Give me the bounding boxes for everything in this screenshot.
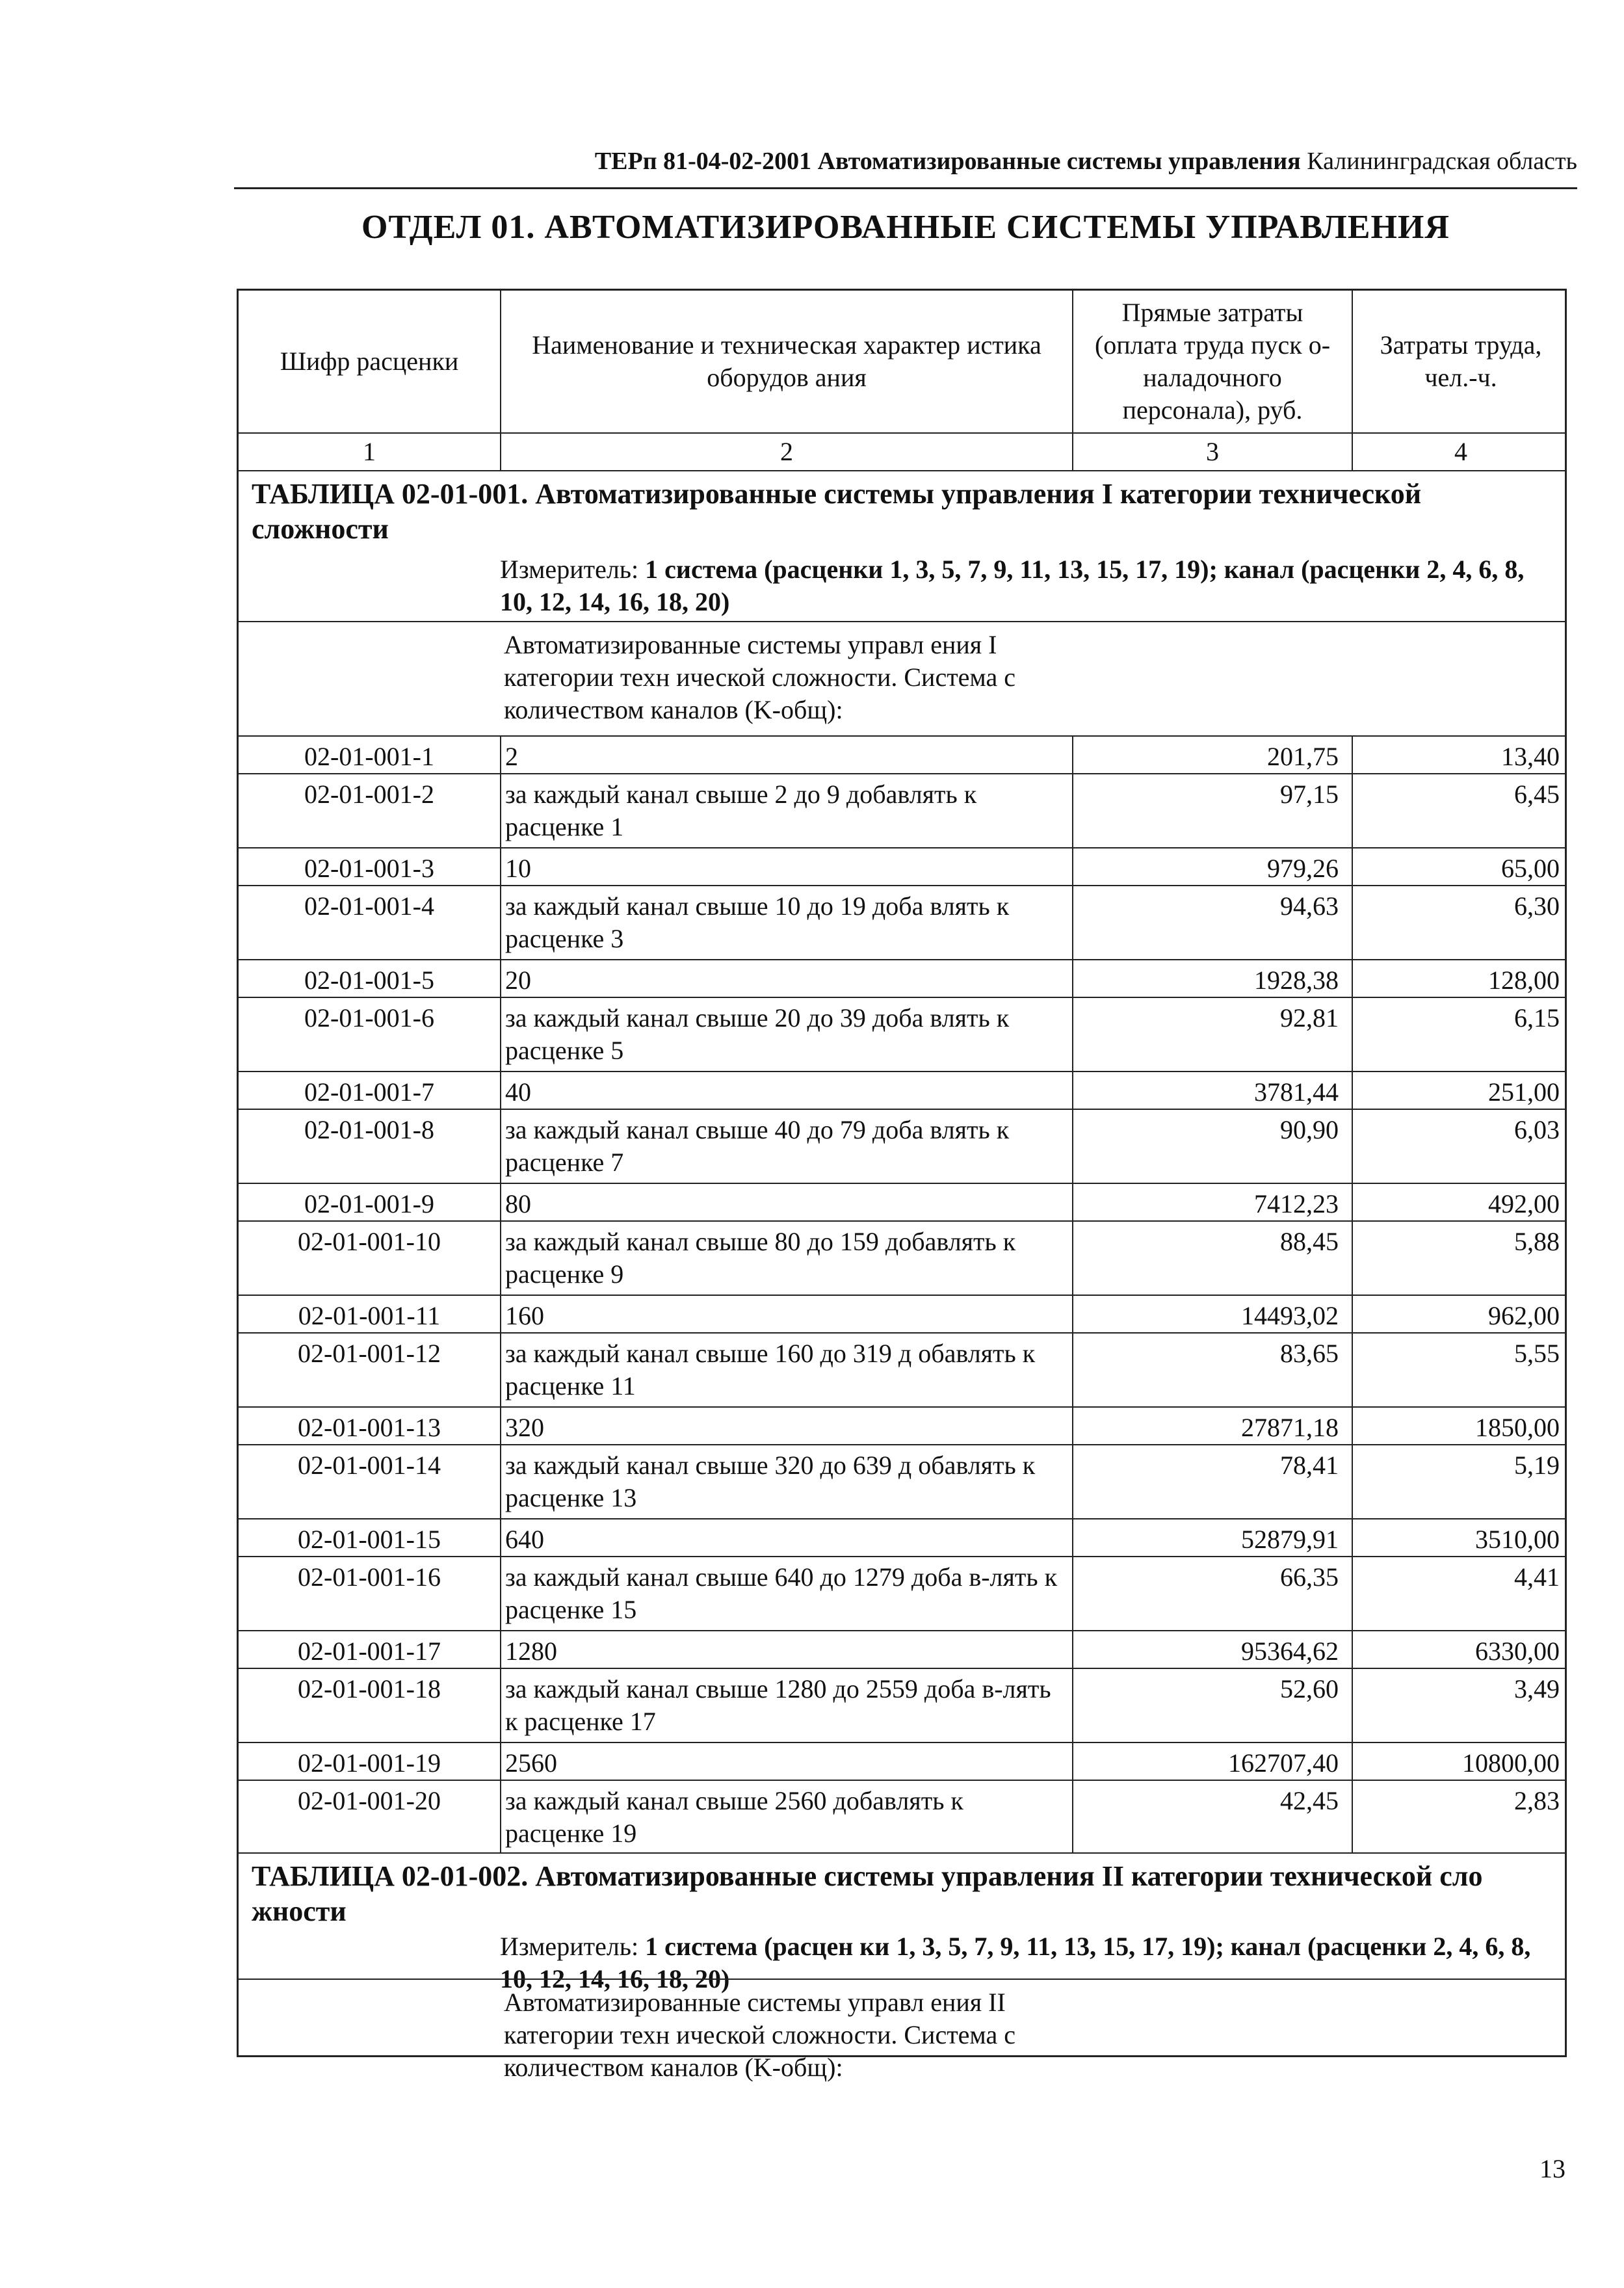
rate-code: 02-01-001-3 <box>304 854 434 883</box>
rate-price: 14493,02 <box>1072 1296 1352 1332</box>
rate-code: 02-01-001-7 <box>304 1077 434 1107</box>
col-header-name: Наименование и техническая характер истика оборудов ания <box>500 291 1072 432</box>
rate-name: 10 <box>500 848 1072 885</box>
region: Калининградская область <box>1307 148 1577 175</box>
rate-price: 7412,23 <box>1072 1184 1352 1220</box>
measure-label: Измеритель: <box>500 1932 639 1961</box>
rate-code: 02-01-001-19 <box>298 1748 441 1778</box>
column-number-row <box>239 432 1565 470</box>
measure-value: 1 система (расцен ки 1, 3, 5, 7, 9, 11, 13, 15, 17, 19); канал (расценки 2, 4, 6, 8, 10, 12, 14, 16, 18, 20) <box>500 1932 1531 1993</box>
rate-price: 78,41 <box>1072 1445 1352 1518</box>
rate-name: за каждый канал свыше 320 до 639 д обавлять к расценке 13 <box>500 1445 1072 1518</box>
rate-code: 02-01-001-15 <box>298 1525 441 1554</box>
rate-code: 02-01-001-17 <box>298 1637 441 1666</box>
measure-value: 1 система (расценки 1, 3, 5, 7, 9, 11, 13, 15, 17, 19); канал (расценки 2, 4, 6, 8, 10, 12, 14, 16, 18, 20) <box>500 555 1525 616</box>
table-row <box>239 1220 1565 1295</box>
table-row <box>239 997 1565 1071</box>
table-row <box>239 1518 1565 1556</box>
rate-labor: 492,00 <box>1352 1184 1569 1220</box>
rate-labor: 2,83 <box>1352 1781 1569 1854</box>
table2-intro-row <box>239 1979 1565 2082</box>
table-row <box>239 1668 1565 1742</box>
rate-code: 02-01-001-18 <box>298 1674 441 1703</box>
col-number: 1 <box>363 437 376 466</box>
rate-price: 92,81 <box>1072 998 1352 1071</box>
doc-title: Автоматизированные системы управления <box>817 148 1301 175</box>
rate-name: за каждый канал свыше 2 до 9 добавлять к расценке 1 <box>500 774 1072 847</box>
rate-code: 02-01-001-12 <box>298 1339 441 1368</box>
rate-code: 02-01-001-14 <box>298 1451 441 1480</box>
rate-name: 40 <box>500 1072 1072 1109</box>
rate-labor: 5,19 <box>1352 1445 1569 1518</box>
rate-labor: 65,00 <box>1352 848 1569 885</box>
table-row <box>239 1071 1565 1109</box>
rate-code: 02-01-001-13 <box>298 1413 441 1442</box>
table-row <box>239 1780 1565 1854</box>
rate-price: 52,60 <box>1072 1669 1352 1742</box>
rate-code: 02-01-001-1 <box>304 742 434 771</box>
rate-labor: 5,88 <box>1352 1222 1569 1295</box>
rate-labor: 6,45 <box>1352 774 1569 847</box>
rate-name: 20 <box>500 960 1072 997</box>
table-row <box>239 959 1565 997</box>
rate-code: 02-01-001-10 <box>298 1227 441 1256</box>
rate-labor: 13,40 <box>1352 737 1569 773</box>
table1-measure <box>500 553 1552 618</box>
col-number: 2 <box>500 434 1072 470</box>
rate-name: за каждый канал свыше 640 до 1279 доба в-лять к расценке 15 <box>500 1557 1072 1630</box>
rate-price: 94,63 <box>1072 886 1352 959</box>
table-row <box>239 1556 1565 1630</box>
rate-code: 02-01-001-20 <box>298 1786 441 1815</box>
rate-code: 02-01-001-16 <box>298 1562 441 1592</box>
rate-labor: 10800,00 <box>1352 1743 1569 1780</box>
rate-name: 320 <box>500 1408 1072 1444</box>
measure-label: Измеритель: <box>500 555 639 584</box>
table-row <box>239 847 1565 885</box>
table-row <box>239 1183 1565 1220</box>
col-number: 4 <box>1352 434 1569 470</box>
rate-price: 88,45 <box>1072 1222 1352 1295</box>
rate-code: 02-01-001-4 <box>304 891 434 921</box>
rate-labor: 962,00 <box>1352 1296 1569 1332</box>
page-number: 13 <box>1539 2154 1565 2183</box>
table2-intro: Автоматизированные системы управл ения II категории техн ической сложности. Система с количеством каналов (K-общ): <box>504 1988 1015 2082</box>
rate-labor: 128,00 <box>1352 960 1569 997</box>
col-header-code: Шифр расценки <box>280 347 459 376</box>
running-header <box>234 147 1577 189</box>
rate-name: за каждый канал свыше 2560 добавлять к расценке 19 <box>500 1781 1072 1854</box>
rate-price: 42,45 <box>1072 1781 1352 1854</box>
rate-name: 2 <box>500 737 1072 773</box>
rates-table <box>237 289 1567 2082</box>
rate-price: 979,26 <box>1072 848 1352 885</box>
rate-price: 27871,18 <box>1072 1408 1352 1444</box>
rate-price: 1928,38 <box>1072 960 1352 997</box>
rate-name: 160 <box>500 1296 1072 1332</box>
table-header-row <box>239 291 1565 432</box>
table1-intro: Автоматизированные системы управл ения I категории техн ической сложности. Система с количеством каналов (K-общ): <box>504 630 1015 724</box>
rate-name: 640 <box>500 1519 1072 1556</box>
table2-title: ТАБЛИЦА 02-01-002. Автоматизированные системы управления II категории технической сло жности <box>252 1860 1483 1927</box>
table-row <box>239 1406 1565 1444</box>
rate-code: 02-01-001-9 <box>304 1189 434 1218</box>
col-header-price: Прямые затраты (оплата труда пуск о-наладочного персонала), руб. <box>1072 291 1352 432</box>
table2-heading <box>239 1852 1565 1993</box>
table-row <box>239 1444 1565 1518</box>
rate-price: 3781,44 <box>1072 1072 1352 1109</box>
rate-code: 02-01-001-2 <box>304 780 434 809</box>
table1-heading <box>239 470 1565 621</box>
rate-price: 83,65 <box>1072 1334 1352 1406</box>
rate-labor: 4,41 <box>1352 1557 1569 1630</box>
table-row <box>239 773 1565 847</box>
table-row <box>239 1109 1565 1183</box>
rate-labor: 6330,00 <box>1352 1631 1569 1668</box>
col-number: 3 <box>1072 434 1352 470</box>
rate-code: 02-01-001-6 <box>304 1003 434 1032</box>
rate-name: 80 <box>500 1184 1072 1220</box>
rate-labor: 251,00 <box>1352 1072 1569 1109</box>
rate-name: за каждый канал свыше 40 до 79 доба влять к расценке 7 <box>500 1110 1072 1183</box>
rate-price: 97,15 <box>1072 774 1352 847</box>
rate-code: 02-01-001-5 <box>304 966 434 995</box>
rate-name: за каждый канал свыше 20 до 39 доба влять к расценке 5 <box>500 998 1072 1071</box>
table1-title: ТАБЛИЦА 02-01-001. Автоматизированные системы управления I категории технической сложности <box>252 478 1422 545</box>
rate-price: 95364,62 <box>1072 1631 1352 1668</box>
rate-price: 90,90 <box>1072 1110 1352 1183</box>
rate-name: 1280 <box>500 1631 1072 1668</box>
rate-labor: 6,30 <box>1352 886 1569 959</box>
rate-labor: 3,49 <box>1352 1669 1569 1742</box>
table-row <box>239 1630 1565 1668</box>
rate-name: за каждый канал свыше 80 до 159 добавлять к расценке 9 <box>500 1222 1072 1295</box>
table-row <box>239 1332 1565 1406</box>
rate-code: 02-01-001-8 <box>304 1115 434 1144</box>
table-row <box>239 885 1565 959</box>
rate-labor: 1850,00 <box>1352 1408 1569 1444</box>
rate-labor: 6,15 <box>1352 998 1569 1071</box>
rate-name: за каждый канал свыше 1280 до 2559 доба в-лять к расценке 17 <box>500 1669 1072 1742</box>
rate-price: 66,35 <box>1072 1557 1352 1630</box>
rate-name: 2560 <box>500 1743 1072 1780</box>
rate-labor: 3510,00 <box>1352 1519 1569 1556</box>
table1-intro-row <box>239 621 1565 735</box>
rate-price: 162707,40 <box>1072 1743 1352 1780</box>
table-row <box>239 1295 1565 1332</box>
doc-code: ТЕРп 81-04-02-2001 <box>594 148 812 175</box>
rate-name: за каждый канал свыше 160 до 319 д обавлять к расценке 11 <box>500 1334 1072 1406</box>
rate-price: 201,75 <box>1072 737 1352 773</box>
rate-price: 52879,91 <box>1072 1519 1352 1556</box>
rate-labor: 6,03 <box>1352 1110 1569 1183</box>
table-row <box>239 1742 1565 1780</box>
rate-name: за каждый канал свыше 10 до 19 доба влять к расценке 3 <box>500 886 1072 959</box>
rate-code: 02-01-001-11 <box>298 1301 441 1330</box>
rate-labor: 5,55 <box>1352 1334 1569 1406</box>
section-title: ОТДЕЛ 01. АВТОМАТИЗИРОВАННЫЕ СИСТЕМЫ УПРАВЛЕНИЯ <box>361 209 1450 246</box>
table-row <box>239 735 1565 773</box>
col-header-labor: Затраты труда, чел.-ч. <box>1352 291 1569 432</box>
